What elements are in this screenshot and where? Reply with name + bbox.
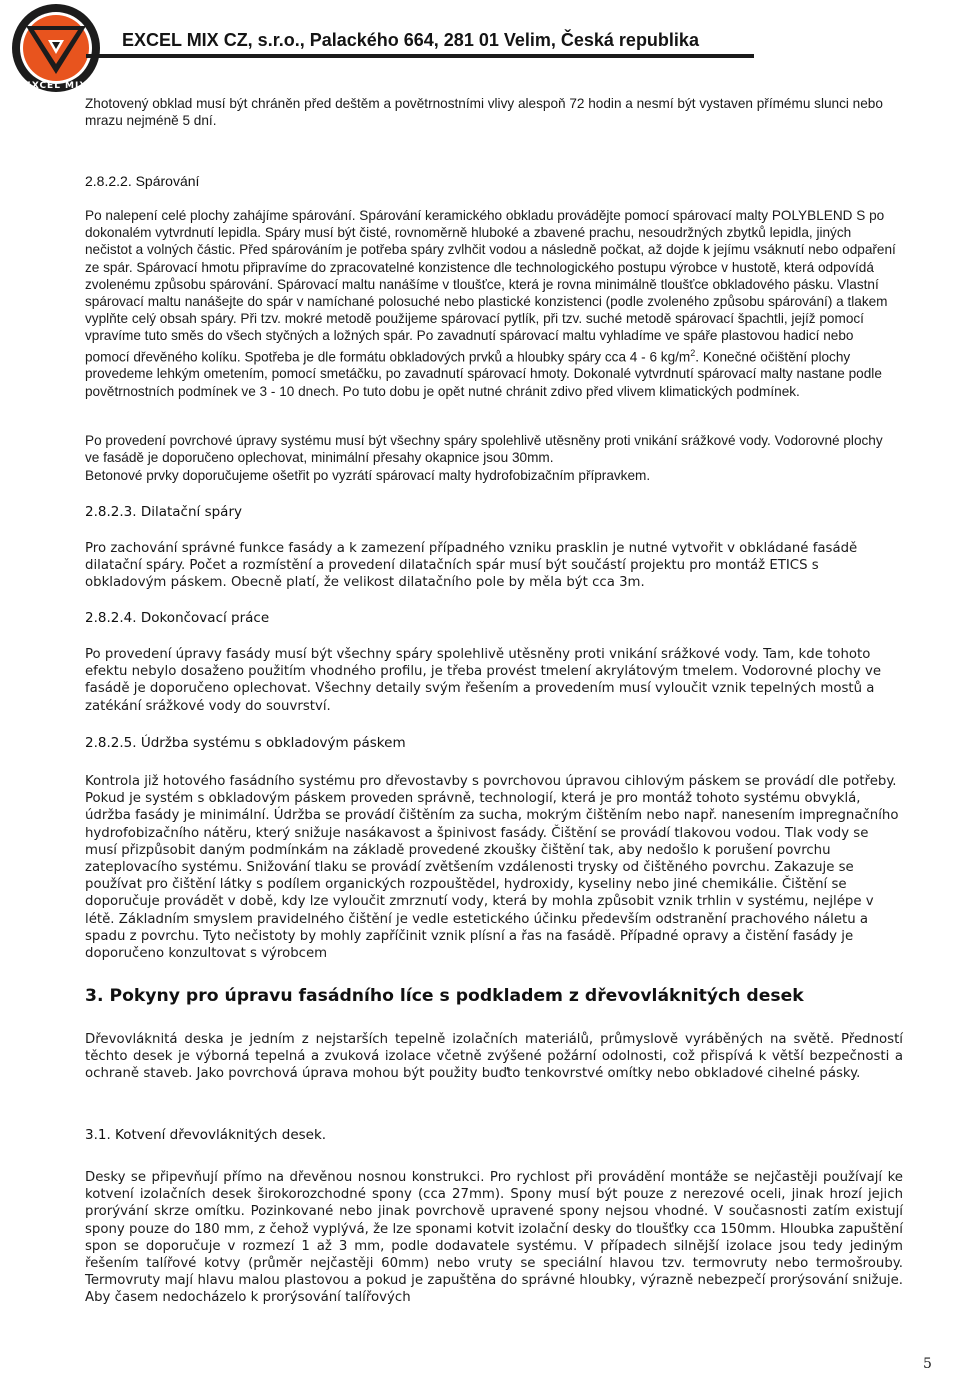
header-divider <box>86 54 754 58</box>
paragraph-31: Desky se připevňují přímo na dřevěnou nosnou konstrukci. Pro rychlost při provádění montáže se nejčastěji používají ke kotvení izolačních desek širokorozchodné spony (cca 27mm). Spony musí být pouze z nerezové oceli, jinak hrozí jejich prorývání skrze omítku. Pozinkované nebo jinak povrchově upravené spony nejsou vhodné. V současnosti zatím existují spony pouze do 180 mm, z čehož vyplývá, že lze sponami kotvit izolační desky do tloušťky cca 150mm. Hloubka zapuštění spon se doporučuje v rozmezí 1 až 3 mm, podle dodavatele systému. V případech silnější izolace jsou tedy jediným řešením talířové kotvy (průměr nejčastěji 60mm) nebo vruty se speciální hlavou tzv. termovruty nebo termošrouby. Termovruty mají hlavu malou plastovou a pokud je zapuštěna do správné hloubky, výrazně nebezpečí prorýsování snižuje. Aby časem nedocházelo k prorýsování talířových <box>85 1170 903 1306</box>
excel-mix-logo <box>8 2 104 94</box>
paragraph-2825: Kontrola již hotového fasádního systému pro dřevostavby s povrchovou úpravou cihlovým páskem se provádí dle potřeby. Pokud je systém s obkladovým páskem proveden správně, technologií, která je pro montáž tohoto systému obvyklá, údržba fasády je minimální. Údržba se provádí čištěním za sucha, mokrým čištěním nebo např. nanesením impregnačního hydrofobizačního nátěru, který snižuje nasákavost a špinivost fasády. Čištění se provádí tlakovou vodou. Tlak vody se musí přizpůsobit daným podmínkám na základě provedené zkoušky čištění tak, aby nedošlo k porušení povrchu zateplovacího systému. Snižování tlaku se provádí zvětšením vzdálenosti trysky od čištěného povrchu. Zakazuje se používat pro čištění látky s podílem organických rozpouštědel, hydroxidy, kyseliny nebo jiné chemikálie. Čištění se doporučuje provádět v době, kdy lze vyloučit zmrznutí vody, která by mohla způsobit vznik trhlin v systému, nejlépe v létě. Základním smyslem pravidelného čištění je vedle estetického účinku především odstranění prachového náletu a spadu z povrchu. Tyto nečistoty by mohly zapříčinit vznik plísní a řas na fasádě. Případné opravy a čistění fasády je doporučeno konzultovat s výrobcem <box>85 774 899 962</box>
company-address-title: EXCEL MIX CZ, s.r.o., Palackého 664, 281 01 Velim, Česká republika <box>122 30 699 50</box>
heading-2825: 2.8.2.5. Údržba systému s obkladovým páskem <box>85 735 406 751</box>
heading-2823: 2.8.2.3. Dilatační spáry <box>85 504 242 520</box>
page-number: 5 <box>923 1356 932 1372</box>
paragraph-2822-c: Betonové prvky doporučujeme ošetřit po vyzrátí spárovací malty hydrofobizačním přípravkem. <box>85 468 651 483</box>
paragraph-2822: Po nalepení celé plochy zahájíme spárování. Spárování keramického obkladu provádějte pomocí spárovací malty POLYBLEND S po dokonalém vytvrdnutí lepidla. Spáry musí být čisté, rovnoměrně hluboké a zbavené prachu, nesoudržných zbytků lepidla, jiných nečistot a volných částic. Před spárováním je potřeba spáry zvlhčit vodou a následně počkat, až dojde k jejímu vsáknutí nebo odpaření ze spár. Spárovací hmotu připravíme do zpracovatelné konzistence dle technologického postupu výrobce v hustotě, která odpovídá zvolenému způsobu spárování. Spárovací maltu nanášíme v tloušťce, která je rovna minimálně tloušťce obkladového pásku. Vlastní spárovací maltu nanášejte do spár v namíchané polosuché nebo plastické konzistenci (podle zvoleného způsobu spárování) a tlakem vyplňte celý obsah spáry. Při tzv. mokré metodě použijeme spárovací pytlík, při tzv. suché metodě spárovací špachtli, jejíž pomocí vpravíme tuto směs do všech styčných a ložných spár. Po zavadnutí spárovací maltu vyhladíme ve spáře plastovou hadicí nebo pomocí dřevěného kolíku. Spotřeba je dle formátu obkladových prvků a hloubky spáry cca 4 - 6 $kg/m^2$. Konečné očištění plochy provedeme lehkým ometením, pomocí smetáčku, po zavadnutí spárovací hmoty. Dokonalé vytvrdnutí spárovací malty nastane podle povětrnostních podmínek ve 3 - 10 dnech. Po tuto dobu je opět nutné chránit zdivo před vlivem klimatických podmínek. <box>85 208 896 399</box>
paragraph-2823: Pro zachování správné funkce fasády a k zamezení případného vzniku prasklin je nutné vytvořit v obkládané fasádě dilatační spáry. Počet a rozmístění a provedení dilatačních spár musí být součástí projektu pro montáž ETICS s obkladovým páskem. Obecně platí, že velikost dilatačního pole by měla být cca 3m. <box>85 541 858 591</box>
heading-2822: 2.8.2.2. Spárování <box>85 173 200 189</box>
paragraph-2824: Po provedení úpravy fasády musí být všechny spáry spolehlivě utěsněny proti vnikání srážkové vody. Tam, kde tohoto efektu nebylo dosaženo použitím vhodného profilu, je třeba provést tmelení akrylátovým tmelem. Vodorovné plochy ve fasádě je doporučeno oplechovat. Všechny detaily svým řešením a provedením musí vyloučit vznik tepelných mostů a zatékání srážkové vody do souvrství. <box>85 647 882 714</box>
intro-paragraph: Zhotovený obklad musí být chráněn před deštěm a povětrnostními vlivy alespoň 72 hodin a nesmí být vystaven přímému slunci nebo mrazu nejméně 5 dní. <box>85 96 883 129</box>
heading-2824: 2.8.2.4. Dokončovací práce <box>85 610 270 626</box>
heading-31: 3.1. Kotvení dřevovláknitých desek. <box>85 1127 327 1143</box>
paragraph-2822-b: Po provedení povrchové úpravy systému musí být všechny spáry spolehlivě utěsněny proti vnikání srážkové vody. Vodorovné plochy ve fasádě je doporučeno oplechovat, minimální přesahy okapnice jsou 30mm. <box>85 433 883 466</box>
page-header <box>0 0 960 90</box>
svg-text:EXCEL MIX: EXCEL MIX <box>24 81 88 91</box>
paragraph-3: Dřevovláknitá deska je jedním z nejstarších tepelně izolačních materiálů, průmyslově vyráběných na světě. Předností těchto desek je výborná tepelná a zvuková izolace včetně zvýšené požární odolnosti, což přispívá k větší bezpečnosti a ochraně staveb. Jako povrchová úprava mohou být použity buďto tenkovrstvé omítky nebo obkladové cihelné pásky. <box>85 1032 903 1082</box>
heading-3: 3. Pokyny pro úpravu fasádního líce s podkladem z dřevovláknitých desek <box>85 986 804 1006</box>
